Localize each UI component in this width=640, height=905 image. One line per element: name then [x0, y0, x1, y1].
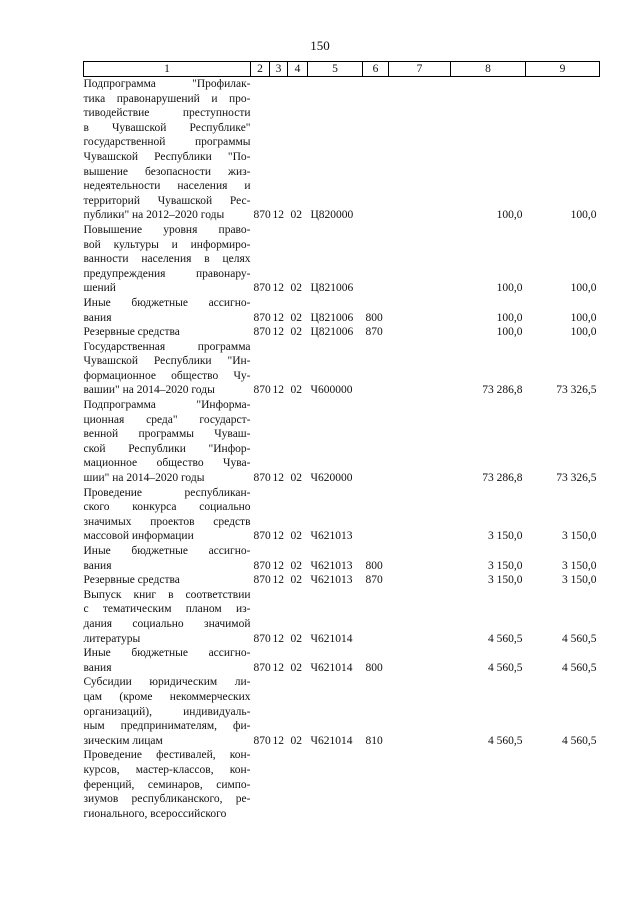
- amount-col8: 3 150,0: [488, 574, 523, 587]
- row-name: [84, 77, 251, 223]
- section-code: 12: [272, 632, 284, 645]
- row-name-line: ционная среда" государст-: [83, 413, 251, 426]
- row-name: [84, 398, 251, 486]
- amount-col8: 3 150,0: [488, 559, 523, 572]
- column-header: 7: [389, 62, 451, 77]
- amount-col9: 3 150,0: [562, 530, 597, 543]
- subsection-code: 02: [290, 326, 302, 339]
- row-name-line: с тематическим планом из-: [83, 603, 251, 616]
- table-row: [84, 675, 600, 748]
- col7-value: [389, 325, 451, 340]
- section-code: 12: [272, 734, 284, 747]
- section-code: 12: [272, 574, 284, 587]
- table-row: [84, 588, 600, 646]
- table-row: [84, 296, 600, 325]
- expense-type-code: 870: [365, 326, 383, 339]
- target-code: Ц821006: [310, 326, 354, 339]
- column-header: 2: [251, 62, 270, 77]
- expense-type-code: [363, 748, 389, 821]
- row-name-line: зическим лицам: [83, 734, 163, 747]
- admin-code: 870: [253, 574, 271, 587]
- col7-value: [389, 748, 451, 821]
- col7-value: [389, 544, 451, 573]
- target-code: Ц821006: [310, 282, 354, 295]
- row-name-line: тиводействие преступности: [83, 107, 251, 120]
- subsection-code: 02: [290, 574, 302, 587]
- amount-col9: 3 150,0: [562, 574, 597, 587]
- amount-col9: 4 560,5: [562, 632, 597, 645]
- row-name-line: ского конкурса социально: [83, 501, 251, 514]
- subsection-code: 02: [290, 661, 302, 674]
- row-name-line: Подпрограмма "Профилак-: [83, 78, 251, 90]
- admin-code: 870: [253, 282, 271, 295]
- amount-col8: 73 286,8: [482, 384, 523, 397]
- row-name-line: Проведение республикан-: [83, 486, 251, 499]
- table-body: [84, 77, 600, 822]
- table-row: [84, 748, 600, 821]
- row-name-line: Субсидии юридическим ли-: [83, 676, 251, 689]
- admin-code: 870: [253, 734, 271, 747]
- admin-code: [251, 748, 270, 821]
- row-name-line: организаций), индивидуаль-: [83, 705, 251, 718]
- amount-col9: 100,0: [570, 282, 597, 295]
- col7-value: [389, 77, 451, 223]
- target-code: Ц820000: [310, 209, 354, 222]
- row-name-line: Повышение уровня право-: [83, 223, 251, 236]
- column-header: 4: [288, 62, 308, 77]
- row-name-line: вашии" на 2014–2020 годы: [83, 384, 215, 397]
- row-name-line: Выпуск книг в соответствии: [83, 588, 251, 601]
- row-name-line: Подпрограмма "Информа-: [83, 399, 251, 412]
- subsection-code: 02: [290, 311, 302, 324]
- row-name-line: территорий Чувашской Рес-: [83, 194, 251, 207]
- col7-value: [389, 340, 451, 398]
- row-name: [84, 748, 251, 821]
- row-name: [84, 573, 251, 588]
- subsection-code: 02: [290, 209, 302, 222]
- row-name: [84, 296, 251, 325]
- row-name-line: недеятельности населения и: [83, 180, 251, 193]
- section-code: 12: [272, 472, 284, 485]
- row-name-line: Резервные средства: [83, 326, 180, 339]
- amount-col9: [526, 748, 600, 821]
- target-code: Ч621014: [310, 632, 353, 645]
- admin-code: 870: [253, 311, 271, 324]
- col7-value: [389, 588, 451, 646]
- table-row: [84, 325, 600, 340]
- subsection-code: 02: [290, 734, 302, 747]
- row-name-line: государственной программы: [83, 136, 251, 149]
- target-code: Ч621014: [310, 734, 353, 747]
- column-header: 8: [451, 62, 526, 77]
- expense-type-code: 800: [365, 559, 383, 572]
- table-row: [84, 398, 600, 486]
- row-name-line: ской Республики "Инфор-: [83, 442, 251, 455]
- row-name-line: Государственная программа: [83, 340, 251, 353]
- section-code: 12: [272, 559, 284, 572]
- amount-col9: 100,0: [570, 326, 597, 339]
- expense-type-code: [363, 77, 389, 223]
- section-code: 12: [272, 209, 284, 222]
- row-name-line: Иные бюджетные ассигно-: [83, 296, 251, 309]
- row-name-line: вания: [83, 559, 112, 572]
- expense-type-code: 810: [365, 734, 383, 747]
- amount-col8: 4 560,5: [488, 632, 523, 645]
- amount-col8: 4 560,5: [488, 734, 523, 747]
- amount-col8: 4 560,5: [488, 661, 523, 674]
- admin-code: 870: [253, 326, 271, 339]
- row-name-line: Резервные средства: [83, 574, 180, 587]
- amount-col8: 3 150,0: [488, 530, 523, 543]
- row-name-line: в Чувашской Республике": [83, 121, 251, 134]
- row-name-line: вания: [83, 661, 112, 674]
- target-code: Ч600000: [310, 384, 353, 397]
- expense-type-code: 800: [365, 661, 383, 674]
- row-name-line: Чувашской Республики "По-: [83, 150, 251, 163]
- amount-col9: 4 560,5: [562, 661, 597, 674]
- target-code: Ч621013: [310, 574, 353, 587]
- row-name: [84, 588, 251, 646]
- page-number: 150: [310, 38, 330, 53]
- section-code: 12: [272, 384, 284, 397]
- row-name-line: ванности населения в целях: [83, 253, 251, 266]
- admin-code: 870: [253, 661, 271, 674]
- column-header: 1: [84, 62, 251, 77]
- row-name: [84, 223, 251, 296]
- row-name-line: предупреждения правонару-: [83, 267, 251, 280]
- row-name-line: тика правонарушений и про-: [83, 92, 251, 105]
- row-name-line: Чувашской Республики "Ин-: [83, 355, 251, 368]
- row-name: [84, 646, 251, 675]
- section-code: 12: [272, 311, 284, 324]
- amount-col9: 73 326,5: [556, 472, 597, 485]
- target-code: Ч620000: [310, 472, 353, 485]
- target-code: Ч621014: [310, 661, 353, 674]
- expense-type-code: [363, 588, 389, 646]
- subsection-code: 02: [290, 530, 302, 543]
- row-name-line: мационное общество Чува-: [83, 457, 251, 470]
- amount-col9: 73 326,5: [556, 384, 597, 397]
- section-code: 12: [272, 326, 284, 339]
- col7-value: [389, 296, 451, 325]
- subsection-code: 02: [290, 384, 302, 397]
- amount-col8: 100,0: [496, 311, 523, 324]
- row-name-line: шений: [83, 282, 116, 295]
- expense-type-code: [363, 486, 389, 544]
- row-name-line: дания социально значимой: [83, 617, 251, 630]
- amount-col8: 100,0: [496, 209, 523, 222]
- row-name-line: литературы: [83, 632, 141, 645]
- budget-table: [83, 61, 600, 821]
- amount-col8: 100,0: [496, 282, 523, 295]
- expense-type-code: [363, 340, 389, 398]
- row-name-line: цам (кроме некоммерческих: [83, 690, 251, 703]
- admin-code: 870: [253, 559, 271, 572]
- amount-col9: 100,0: [570, 209, 597, 222]
- target-code: Ц821006: [310, 311, 354, 324]
- amount-col9: 3 150,0: [562, 559, 597, 572]
- col7-value: [389, 675, 451, 748]
- target-code: Ч621013: [310, 559, 353, 572]
- section-code: 12: [272, 282, 284, 295]
- table-row: [84, 223, 600, 296]
- table-row: [84, 544, 600, 573]
- amount-col8: [451, 748, 526, 821]
- column-header: 3: [270, 62, 288, 77]
- table-header: [84, 62, 600, 77]
- col7-value: [389, 646, 451, 675]
- section-code: 12: [272, 661, 284, 674]
- col7-value: [389, 398, 451, 486]
- row-name-line: Проведение фестивалей, кон-: [83, 749, 251, 762]
- table-row: [84, 646, 600, 675]
- section-code: [270, 748, 288, 821]
- row-name-line: Иные бюджетные ассигно-: [83, 647, 251, 660]
- admin-code: 870: [253, 209, 271, 222]
- table-row: [84, 573, 600, 588]
- target-code: [308, 748, 363, 821]
- row-name-line: формационное общество Чу-: [83, 369, 251, 382]
- table-row: [84, 340, 600, 398]
- row-name-line: массовой информации: [83, 530, 194, 543]
- subsection-code: [288, 748, 308, 821]
- expense-type-code: 870: [365, 574, 383, 587]
- admin-code: 870: [253, 632, 271, 645]
- col7-value: [389, 486, 451, 544]
- expense-type-code: [363, 398, 389, 486]
- row-name-line: зиумов республиканского, ре-: [83, 793, 251, 806]
- row-name: [84, 325, 251, 340]
- target-code: Ч621013: [310, 530, 353, 543]
- amount-col9: 4 560,5: [562, 734, 597, 747]
- admin-code: 870: [253, 530, 271, 543]
- column-header: 5: [308, 62, 363, 77]
- subsection-code: 02: [290, 282, 302, 295]
- row-name: [84, 340, 251, 398]
- table-row: [84, 77, 600, 223]
- subsection-code: 02: [290, 632, 302, 645]
- row-name-line: ным предпринимателям, фи-: [83, 720, 251, 733]
- table-row: [84, 486, 600, 544]
- amount-col9: 100,0: [570, 311, 597, 324]
- row-name-line: шии" на 2014–2020 годы: [83, 472, 205, 485]
- row-name-line: вания: [83, 311, 112, 324]
- column-header: 6: [363, 62, 389, 77]
- section-code: 12: [272, 530, 284, 543]
- column-header: 9: [526, 62, 600, 77]
- row-name-line: курсов, мастер-классов, кон-: [83, 763, 251, 776]
- row-name-line: вышение безопасности жиз-: [83, 165, 251, 178]
- col7-value: [389, 573, 451, 588]
- admin-code: 870: [253, 472, 271, 485]
- header-row: [84, 62, 600, 77]
- row-name: [84, 486, 251, 544]
- amount-col8: 100,0: [496, 326, 523, 339]
- amount-col8: 73 286,8: [482, 472, 523, 485]
- subsection-code: 02: [290, 559, 302, 572]
- row-name-line: вой культуры и информиро-: [83, 238, 251, 251]
- row-name: [84, 675, 251, 748]
- row-name-line: гионального, всероссийского: [83, 807, 227, 820]
- row-name-line: публики" на 2012–2020 годы: [83, 209, 225, 222]
- row-name-line: значимых проектов средств: [83, 515, 251, 528]
- row-name-line: ференций, семинаров, симпо-: [83, 778, 251, 791]
- row-name-line: Иные бюджетные ассигно-: [83, 545, 251, 557]
- expense-type-code: [363, 223, 389, 296]
- row-name-line: венной программы Чуваш-: [83, 428, 251, 441]
- expense-type-code: 800: [365, 311, 383, 324]
- subsection-code: 02: [290, 472, 302, 485]
- row-name: [84, 544, 251, 573]
- col7-value: [389, 223, 451, 296]
- admin-code: 870: [253, 384, 271, 397]
